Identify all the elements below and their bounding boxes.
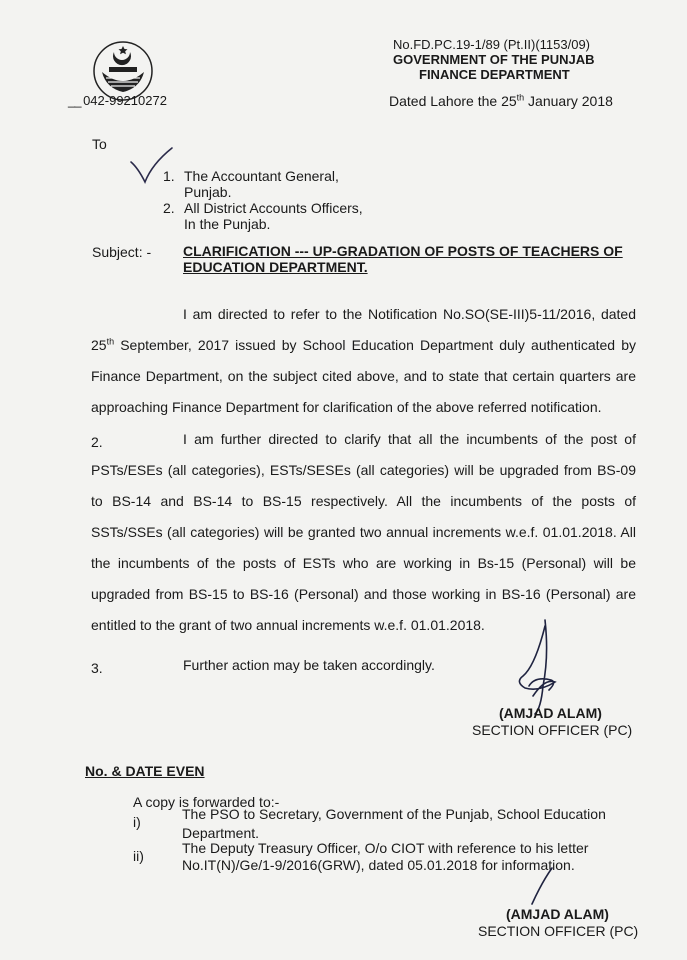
signature-1-title: SECTION OFFICER (PC)	[472, 722, 633, 738]
reference-number: No.FD.PC.19-1/89 (Pt.II)(1153/09)	[393, 37, 591, 52]
signature-1-icon	[505, 616, 565, 716]
recipient-2-number: 2.	[163, 200, 175, 216]
date-rest: January 2018	[524, 93, 613, 109]
paragraph-1-text-a: I am directed to refer to the Notification No.SO(SE-III)5-11/2016, dated 25	[91, 306, 636, 353]
signature-1-name: (AMJAD ALAM)	[499, 705, 602, 721]
subject-line-1: CLARIFICATION --- UP-GRADATION OF POSTS OF TEACHERS OF	[183, 243, 623, 259]
date-suffix-sup: th	[516, 92, 525, 103]
copy-item-2-line1: The Deputy Treasury Officer, O/o CIOT with reference to his letter	[182, 840, 589, 856]
copy-item-1-number: i)	[133, 814, 141, 830]
copy-item-2-number: ii)	[133, 848, 144, 864]
department-name: FINANCE DEPARTMENT	[419, 67, 570, 82]
signature-2-title: SECTION OFFICER (PC)	[478, 923, 639, 939]
subject-line-2: EDUCATION DEPARTMENT.	[183, 259, 368, 275]
paragraph-3-text: Further action may be taken accordingly.	[183, 657, 435, 673]
paragraph-1-sup: th	[106, 336, 115, 347]
copy-intro: A copy is forwarded to:-	[133, 794, 280, 810]
recipient-1-line2: Punjab.	[184, 184, 232, 200]
paragraph-2	[91, 424, 636, 641]
recipient-2-line1: All District Accounts Officers,	[184, 200, 363, 216]
recipient-2-line2: In the Punjab.	[184, 216, 271, 232]
copy-item-1-line2: Department.	[182, 825, 260, 841]
government-name: GOVERNMENT OF THE PUNJAB	[393, 52, 595, 67]
paragraph-3-number: 3.	[91, 660, 103, 676]
subject-label: Subject: -	[92, 244, 152, 260]
recipient-1-line1: The Accountant General,	[184, 168, 339, 184]
to-label: To	[92, 136, 107, 152]
copy-item-2-line2: No.IT(N)/Ge/1-9/2016(GRW), dated 05.01.2018 for information.	[182, 857, 575, 873]
phone-number: __ 042-99210272	[68, 93, 167, 108]
paragraph-1-text-b: September, 2017 issued by School Education Department duly authenticated by Finance Department, on the subject cited above, and to state that certain quarters are approaching Finance Department for clarification of the above referred notification.	[91, 337, 636, 415]
signature-2-name: (AMJAD ALAM)	[506, 906, 609, 922]
paragraph-2-text: I am further directed to clarify that all the incumbents of the post of PSTs/ESEs (all categories), ESTs/SESEs (all categories) will be upgraded from BS-09 to BS-14 and BS-14 to BS-15 respectively. All the incumbents of the posts of SSTs/SSEs (all categories) will be granted two annual increments w.e.f. 01.01.2018. All the incumbents of the posts of ESTs who are working in Bs-15 (Personal) will be upgraded from BS-15 to BS-16 (Personal) and those working in BS-16 (Personal) are entitled to the grant of two annual increments w.e.f. 01.01.2018.	[91, 431, 636, 633]
date-prefix: Dated Lahore the 25	[389, 93, 517, 109]
date-line	[389, 93, 613, 109]
copy-heading: No. & DATE EVEN	[85, 763, 205, 779]
recipient-1-number: 1.	[163, 168, 175, 184]
copy-item-1-line1: The PSO to Secretary, Government of the Punjab, School Education	[182, 806, 606, 822]
paragraph-2-number: 2.	[91, 434, 103, 450]
paragraph-1	[91, 299, 636, 423]
signature-2-icon	[528, 866, 556, 906]
phone-value: 042-99210272	[83, 93, 167, 108]
